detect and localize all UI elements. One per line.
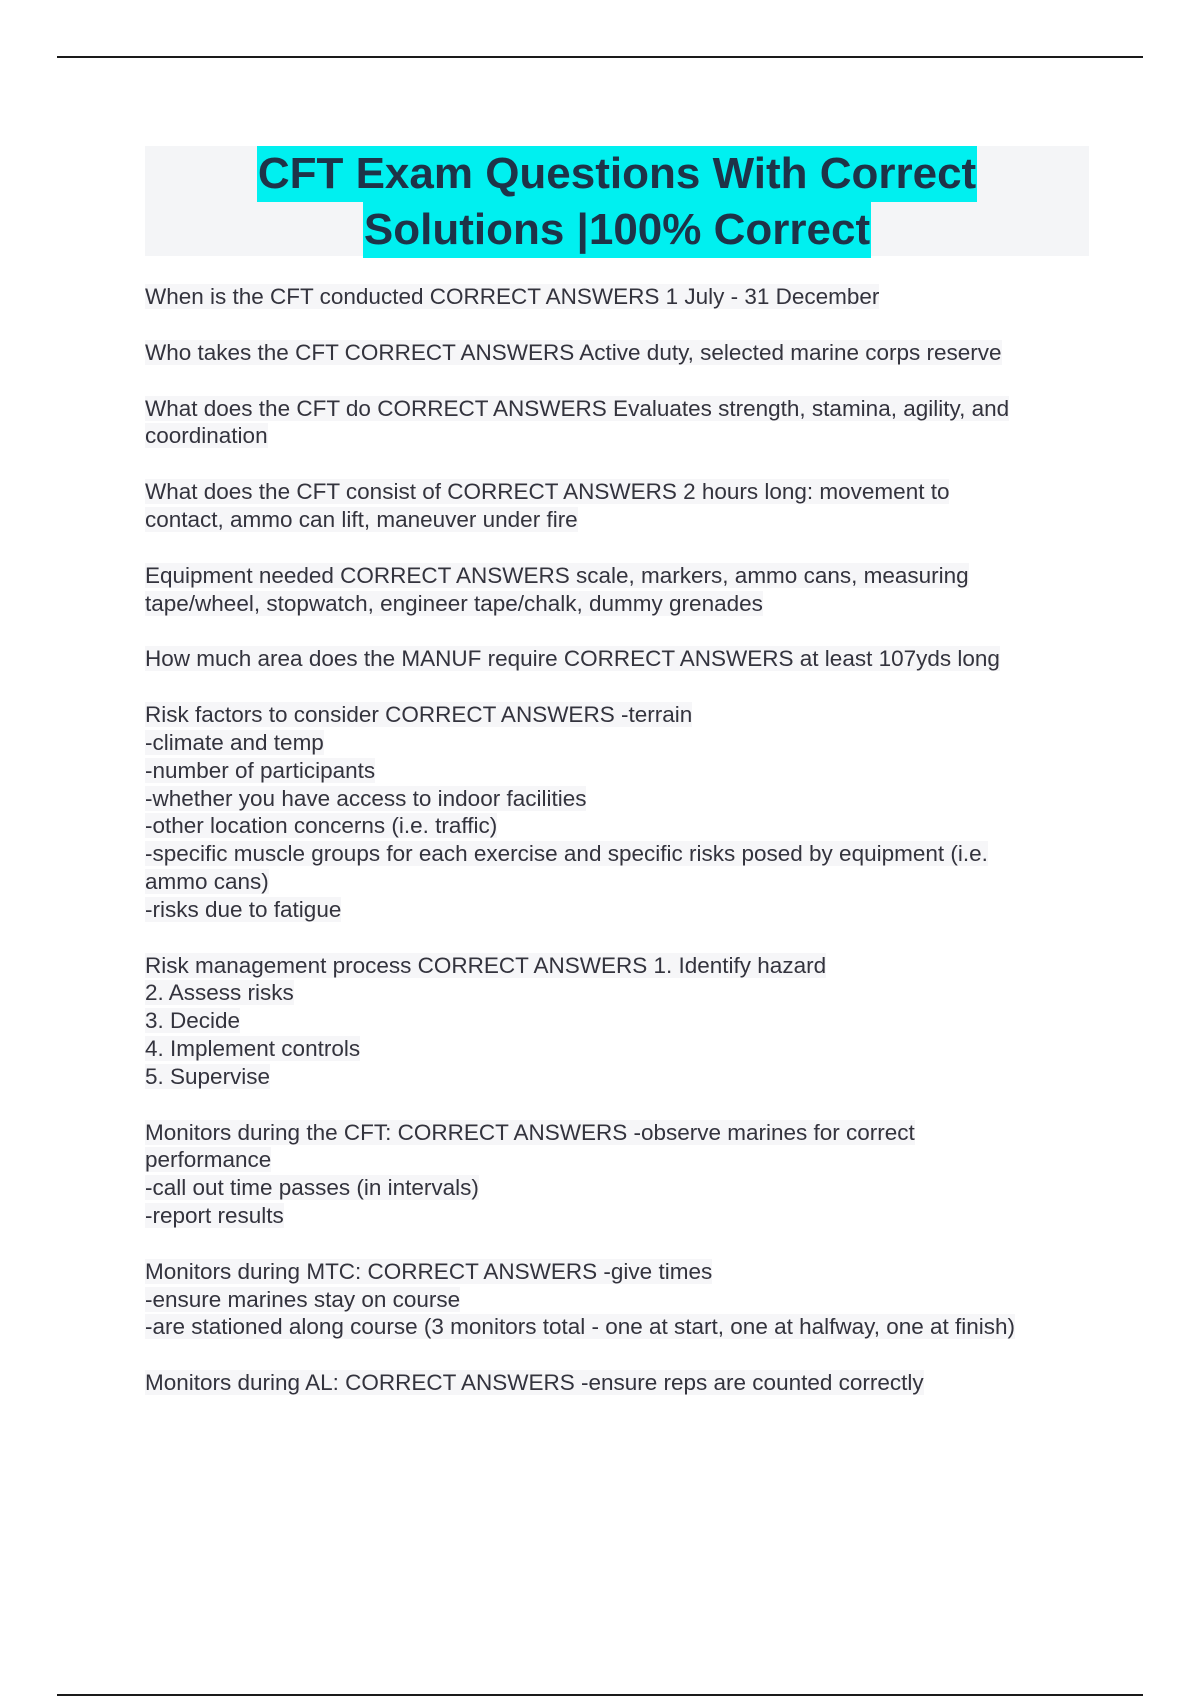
qa-line-text: What does the CFT do CORRECT ANSWERS Evaluates strength, stamina, agility, and — [145, 395, 1010, 421]
qa-line-text: coordination — [145, 423, 268, 449]
qa-line — [145, 952, 1090, 980]
title-line-2: Solutions |100% Correct — [363, 202, 871, 258]
qa-line — [145, 1286, 1090, 1314]
qa-entry — [145, 283, 1090, 311]
qa-line — [145, 478, 1090, 506]
qa-line — [145, 840, 1090, 868]
qa-entry — [145, 952, 1090, 1091]
qa-line-text: Monitors during MTC: CORRECT ANSWERS -give times — [145, 1258, 713, 1284]
qa-line-text: tape/wheel, stopwatch, engineer tape/chalk, dummy grenades — [145, 590, 763, 616]
qa-line — [145, 1007, 1090, 1035]
qa-line-text: 5. Supervise — [145, 1063, 271, 1089]
qa-line — [145, 701, 1090, 729]
document-title — [145, 146, 1089, 256]
qa-entry — [145, 1258, 1090, 1341]
qa-line — [145, 422, 1090, 450]
qa-line — [145, 757, 1090, 785]
qa-line-text: -report results — [145, 1202, 284, 1228]
qa-line — [145, 339, 1090, 367]
qa-line — [145, 395, 1090, 423]
qa-line-text: Monitors during the CFT: CORRECT ANSWERS -observe marines for correct — [145, 1119, 915, 1145]
qa-line-text: ammo cans) — [145, 868, 269, 894]
qa-line — [145, 729, 1090, 757]
qa-entry — [145, 701, 1090, 923]
qa-line-text: 4. Implement controls — [145, 1035, 361, 1061]
qa-line — [145, 1369, 1090, 1397]
qa-line-text: -specific muscle groups for each exercise and specific risks posed by equipment (i.e. — [145, 841, 988, 867]
qa-line-text: -whether you have access to indoor facilities — [145, 785, 587, 811]
qa-line — [145, 1258, 1090, 1286]
qa-line-text: -call out time passes (in intervals) — [145, 1175, 479, 1201]
qa-line — [145, 562, 1090, 590]
qa-line — [145, 1313, 1090, 1341]
qa-line-text: contact, ammo can lift, maneuver under fire — [145, 506, 578, 532]
qa-line-text: -other location concerns (i.e. traffic) — [145, 813, 498, 839]
qa-line — [145, 979, 1090, 1007]
qa-line — [145, 1063, 1090, 1091]
qa-line — [145, 1119, 1090, 1147]
qa-line-text: How much area does the MANUF require CORRECT ANSWERS at least 107yds long — [145, 646, 1000, 672]
qa-entry — [145, 1119, 1090, 1230]
qa-line-text: -climate and temp — [145, 729, 324, 755]
qa-line-text: -risks due to fatigue — [145, 896, 342, 922]
qa-entry — [145, 478, 1090, 534]
qa-line-text: Risk factors to consider CORRECT ANSWERS -terrain — [145, 702, 693, 728]
qa-line — [145, 1146, 1090, 1174]
qa-entry — [145, 562, 1090, 618]
qa-line-text: What does the CFT consist of CORRECT ANSWERS 2 hours long: movement to — [145, 479, 950, 505]
qa-line — [145, 1174, 1090, 1202]
qa-line-text: 2. Assess risks — [145, 980, 294, 1006]
qa-line — [145, 1202, 1090, 1230]
qa-line-text: -are stationed along course (3 monitors total - one at start, one at halfway, one at finish) — [145, 1314, 1016, 1340]
qa-line-text: Monitors during AL: CORRECT ANSWERS -ensure reps are counted correctly — [145, 1370, 924, 1396]
qa-list — [145, 283, 1090, 1425]
footer-rule — [57, 1694, 1143, 1696]
qa-line-text: performance — [145, 1147, 272, 1173]
qa-line — [145, 812, 1090, 840]
qa-line-text: 3. Decide — [145, 1008, 241, 1034]
qa-line — [145, 506, 1090, 534]
qa-line-text: Risk management process CORRECT ANSWERS 1. Identify hazard — [145, 952, 827, 978]
qa-line — [145, 785, 1090, 813]
header-rule — [57, 56, 1143, 58]
qa-line — [145, 896, 1090, 924]
qa-line-text: -number of participants — [145, 757, 376, 783]
qa-line — [145, 1035, 1090, 1063]
qa-entry — [145, 645, 1090, 673]
qa-line-text: Who takes the CFT CORRECT ANSWERS Active duty, selected marine corps reserve — [145, 339, 1002, 365]
qa-line — [145, 868, 1090, 896]
qa-line — [145, 590, 1090, 618]
qa-line — [145, 283, 1090, 311]
qa-line — [145, 645, 1090, 673]
qa-line-text: -ensure marines stay on course — [145, 1286, 461, 1312]
qa-entry — [145, 1369, 1090, 1397]
qa-entry — [145, 395, 1090, 451]
qa-entry — [145, 339, 1090, 367]
qa-line-text: Equipment needed CORRECT ANSWERS scale, markers, ammo cans, measuring — [145, 562, 969, 588]
qa-line-text: When is the CFT conducted CORRECT ANSWERS 1 July - 31 December — [145, 284, 880, 309]
title-line-1: CFT Exam Questions With Correct — [257, 146, 977, 202]
